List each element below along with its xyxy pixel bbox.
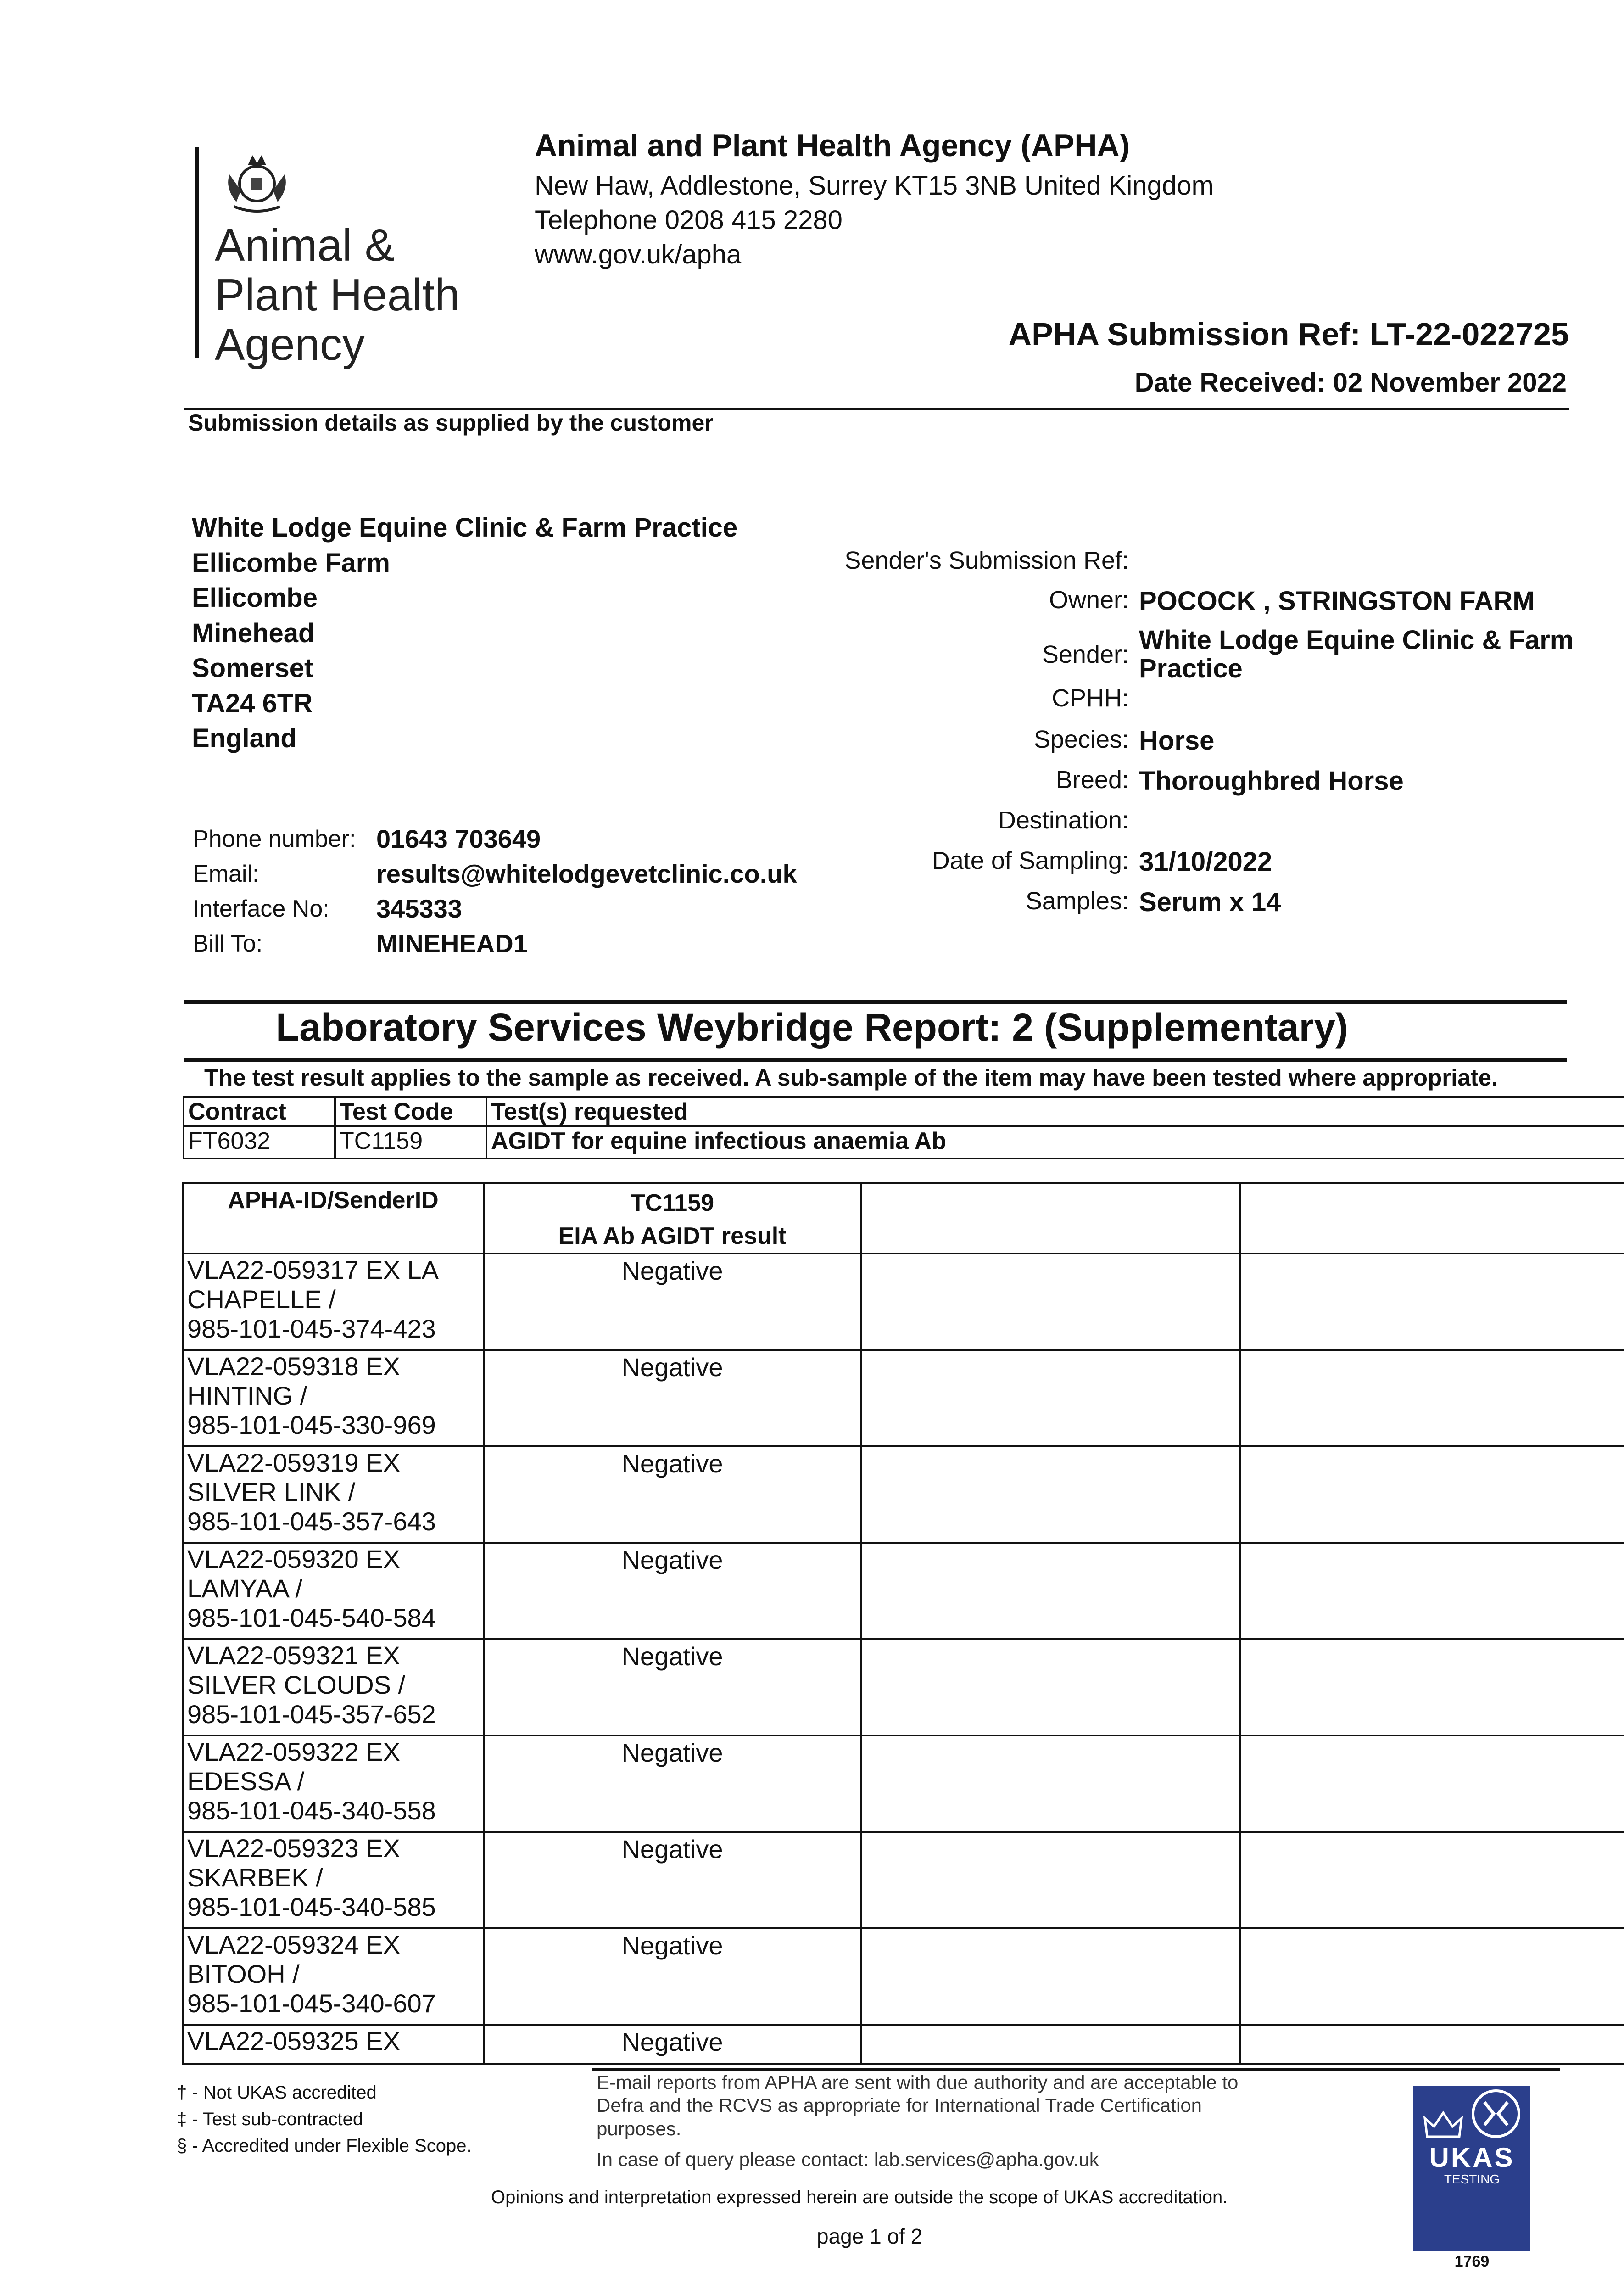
detail-value: POCOCK , STRINGSTON FARM bbox=[1139, 586, 1535, 616]
test-code-header: Test Code bbox=[335, 1097, 486, 1126]
id-header: APHA-ID/SenderID bbox=[183, 1183, 484, 1254]
ukas-logo bbox=[1413, 2086, 1530, 2251]
submission-caption: Submission details as supplied by the customer bbox=[188, 410, 714, 436]
empty-cell bbox=[1240, 1254, 1624, 1350]
sample-id-line: VLA22-059317 EX LA bbox=[187, 1255, 439, 1284]
detail-label: Owner: bbox=[1049, 586, 1129, 614]
details-block bbox=[780, 546, 1588, 927]
sample-id-line: 985-101-045-357-643 bbox=[187, 1507, 436, 1536]
address-line: Somerset bbox=[192, 653, 313, 683]
result-cell: Negative bbox=[484, 1832, 861, 1928]
contract-table bbox=[183, 1096, 1624, 1159]
detail-value: Thoroughbred Horse bbox=[1139, 766, 1404, 796]
agency-address: New Haw, Addlestone, Surrey KT15 3NB United Kingdom bbox=[535, 171, 1214, 201]
result-cell: Negative bbox=[484, 1446, 861, 1543]
title-rule-bottom bbox=[184, 1058, 1567, 1062]
logo-text bbox=[215, 220, 460, 369]
empty-cell bbox=[1240, 1928, 1624, 2025]
contract-value: FT6032 bbox=[184, 1126, 335, 1159]
empty-cell bbox=[861, 1735, 1240, 1832]
result-cell: Negative bbox=[484, 1254, 861, 1350]
agency-telephone: Telephone 0208 415 2280 bbox=[535, 205, 843, 235]
empty-cell bbox=[861, 1928, 1240, 2025]
sample-id-line: SKARBEK / bbox=[187, 1863, 323, 1892]
sample-id-line: VLA22-059324 EX bbox=[187, 1930, 400, 1959]
table-row bbox=[183, 1832, 1624, 1928]
legend-item: † - Not UKAS accredited bbox=[177, 2082, 377, 2103]
contact-block bbox=[193, 822, 797, 961]
sample-id-line: 985-101-045-357-652 bbox=[187, 1700, 436, 1729]
sample-id-cell bbox=[183, 1928, 484, 2025]
contact-value: 345333 bbox=[376, 894, 462, 923]
sample-id-line: VLA22-059318 EX bbox=[187, 1352, 400, 1381]
sample-id-cell bbox=[183, 1735, 484, 1832]
detail-value: Horse bbox=[1139, 726, 1215, 756]
sample-id-line: 985-101-045-340-558 bbox=[187, 1796, 436, 1825]
address-line: White Lodge Equine Clinic & Farm Practice bbox=[192, 513, 738, 543]
table-row bbox=[183, 1254, 1624, 1350]
detail-label: Sender's Submission Ref: bbox=[844, 547, 1129, 574]
logo-line-1: Animal & bbox=[215, 220, 395, 270]
ukas-name: UKAS bbox=[1429, 2142, 1515, 2173]
table-row bbox=[183, 1735, 1624, 1832]
sample-id-line: VLA22-059320 EX bbox=[187, 1545, 400, 1573]
sample-id-cell bbox=[183, 1350, 484, 1446]
test-code-label: TC1159 bbox=[630, 1190, 714, 1216]
sample-id-line: SILVER LINK / bbox=[187, 1478, 356, 1506]
logo-bar bbox=[195, 147, 199, 358]
address-line: TA24 6TR bbox=[192, 688, 313, 718]
sample-id-cell bbox=[183, 1832, 484, 1928]
contact-label: Email: bbox=[193, 861, 259, 887]
empty-cell bbox=[861, 1254, 1240, 1350]
sample-id-cell bbox=[183, 1543, 484, 1639]
legend bbox=[177, 2079, 472, 2159]
report-title: Laboratory Services Weybridge Report: 2 (Supplementary) bbox=[275, 1006, 1349, 1049]
empty-header bbox=[1240, 1183, 1624, 1254]
empty-cell bbox=[861, 1639, 1240, 1735]
footer-opinions: Opinions and interpretation expressed herein are outside the scope of UKAS accreditation. bbox=[491, 2187, 1228, 2207]
table-row bbox=[183, 1446, 1624, 1543]
sample-id-line: 985-101-045-330-969 bbox=[187, 1411, 436, 1439]
contact-label: Phone number: bbox=[193, 826, 356, 852]
tick-circle-icon bbox=[1468, 2086, 1524, 2141]
results-table bbox=[182, 1182, 1624, 2065]
agency-name: Animal and Plant Health Agency (APHA) bbox=[535, 128, 1130, 163]
address-line: Ellicombe Farm bbox=[192, 548, 390, 578]
sample-id-line: 985-101-045-340-585 bbox=[187, 1892, 436, 1921]
test-code-value: TC1159 bbox=[335, 1126, 486, 1159]
result-cell: Negative bbox=[484, 1639, 861, 1735]
legend-item: ‡ - Test sub-contracted bbox=[177, 2109, 363, 2129]
crown-icon bbox=[1420, 2109, 1466, 2141]
result-cell: Negative bbox=[484, 1350, 861, 1446]
sample-id-line: EDESSA / bbox=[187, 1767, 305, 1796]
detail-label: Breed: bbox=[1055, 766, 1129, 794]
empty-cell bbox=[1240, 1832, 1624, 1928]
ukas-sub: TESTING bbox=[1444, 2172, 1500, 2186]
result-header bbox=[484, 1183, 861, 1254]
empty-cell bbox=[861, 1832, 1240, 1928]
footer-contact: In case of query please contact: lab.services@apha.gov.uk bbox=[597, 2149, 1099, 2170]
legend-item: § - Accredited under Flexible Scope. bbox=[177, 2136, 472, 2156]
table-row bbox=[183, 1639, 1624, 1735]
sample-id-line: SILVER CLOUDS / bbox=[187, 1670, 406, 1699]
result-cell: Negative bbox=[484, 2025, 861, 2064]
contact-label: Interface No: bbox=[193, 896, 329, 922]
result-cell: Negative bbox=[484, 1735, 861, 1832]
sample-id-line: VLA22-059319 EX bbox=[187, 1448, 400, 1477]
agency-website: www.gov.uk/apha bbox=[535, 240, 742, 269]
empty-cell bbox=[1240, 2025, 1624, 2064]
sample-id-cell bbox=[183, 1446, 484, 1543]
table-row bbox=[183, 1543, 1624, 1639]
table-row bbox=[183, 1928, 1624, 2025]
report-note: The test result applies to the sample as received. A sub-sample of the item may have been tested where appropriate. bbox=[204, 1064, 1498, 1091]
table-row bbox=[183, 1350, 1624, 1446]
detail-value: 31/10/2022 bbox=[1139, 847, 1272, 877]
date-received: Date Received: 02 November 2022 bbox=[1134, 368, 1567, 397]
sample-id-line: VLA22-059323 EX bbox=[187, 1834, 400, 1863]
result-cell: Negative bbox=[484, 1543, 861, 1639]
detail-value: White Lodge Equine Clinic & Farm Practice bbox=[1139, 625, 1574, 683]
page-number: page 1 of 2 bbox=[817, 2224, 923, 2248]
ukas-number: 1769 bbox=[1454, 2253, 1490, 2270]
test-name-label: EIA Ab AGIDT result bbox=[558, 1223, 787, 1249]
detail-label: Destination: bbox=[998, 806, 1129, 834]
royal-crest-icon bbox=[216, 147, 298, 216]
submission-ref: APHA Submission Ref: LT-22-022725 bbox=[1008, 316, 1569, 352]
empty-cell bbox=[1240, 1446, 1624, 1543]
address-line: Minehead bbox=[192, 618, 315, 648]
footer-note-line: Defra and the RCVS as appropriate for International Trade Certification bbox=[597, 2094, 1202, 2116]
empty-cell bbox=[861, 1350, 1240, 1446]
tests-requested-header: Test(s) requested bbox=[486, 1097, 1624, 1126]
tests-requested-value: AGIDT for equine infectious anaemia Ab bbox=[486, 1126, 1624, 1159]
detail-label: Species: bbox=[1033, 726, 1129, 753]
empty-cell bbox=[1240, 1639, 1624, 1735]
detail-label: Date of Sampling: bbox=[932, 847, 1129, 874]
detail-label: CPHH: bbox=[1051, 684, 1129, 712]
sample-id-line: HINTING / bbox=[187, 1381, 307, 1410]
sample-id-cell bbox=[183, 1639, 484, 1735]
footer-note-line: E-mail reports from APHA are sent with due authority and are acceptable to bbox=[597, 2071, 1239, 2093]
sample-id-line: CHAPELLE / bbox=[187, 1285, 336, 1314]
logo-line-3: Agency bbox=[215, 319, 365, 369]
footer-note-line: purposes. bbox=[597, 2117, 681, 2139]
empty-cell bbox=[861, 1446, 1240, 1543]
address-line: England bbox=[192, 723, 297, 753]
contact-label: Bill To: bbox=[193, 930, 263, 957]
sample-id-line: 985-101-045-540-584 bbox=[187, 1603, 436, 1632]
empty-cell bbox=[1240, 1735, 1624, 1832]
footer-email-note bbox=[597, 2071, 1238, 2140]
logo-line-2: Plant Health bbox=[215, 269, 460, 320]
sample-id-line: 985-101-045-340-607 bbox=[187, 1989, 436, 2018]
address-line: Ellicombe bbox=[192, 583, 318, 613]
sample-id-line: VLA22-059322 EX bbox=[187, 1737, 400, 1766]
sample-id-line: VLA22-059321 EX bbox=[187, 1641, 400, 1670]
sample-id-line: LAMYAA / bbox=[187, 1574, 303, 1603]
table-row bbox=[183, 2025, 1624, 2064]
contact-value: 01643 703649 bbox=[376, 824, 541, 853]
sample-id-line: VLA22-059325 EX bbox=[187, 2026, 400, 2055]
empty-cell bbox=[861, 2025, 1240, 2064]
sample-id-line: BITOOH / bbox=[187, 1959, 300, 1988]
contact-value: MINEHEAD1 bbox=[376, 929, 528, 958]
footer-rule bbox=[592, 2068, 1560, 2071]
empty-header bbox=[861, 1183, 1240, 1254]
contact-value: results@whitelodgevetclinic.co.uk bbox=[376, 859, 797, 888]
sample-id-line: 985-101-045-374-423 bbox=[187, 1314, 436, 1343]
customer-address bbox=[192, 510, 737, 756]
detail-label: Sender: bbox=[1042, 641, 1129, 668]
result-cell: Negative bbox=[484, 1928, 861, 2025]
detail-value: Serum x 14 bbox=[1139, 887, 1281, 917]
sample-id-cell bbox=[183, 2025, 484, 2064]
detail-label: Samples: bbox=[1025, 887, 1129, 915]
empty-cell bbox=[1240, 1350, 1624, 1446]
contract-header: Contract bbox=[184, 1097, 335, 1126]
empty-cell bbox=[1240, 1543, 1624, 1639]
empty-cell bbox=[861, 1543, 1240, 1639]
title-rule-top bbox=[184, 1000, 1567, 1004]
sample-id-cell bbox=[183, 1254, 484, 1350]
